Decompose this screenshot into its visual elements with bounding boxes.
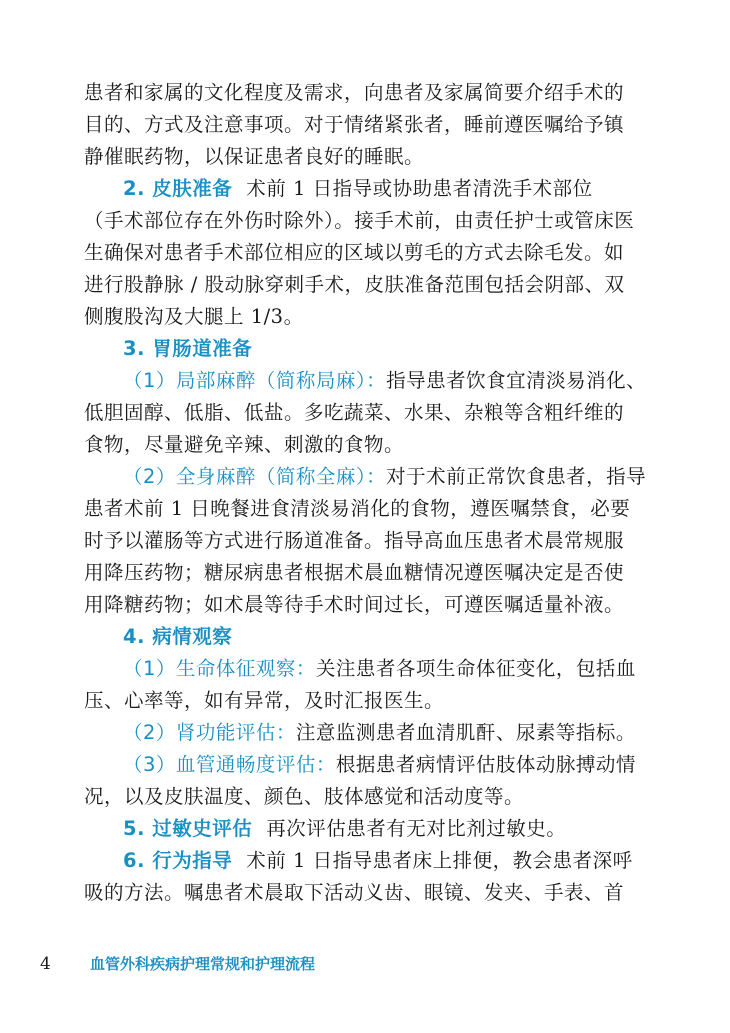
paragraph-line: 目的、方式及注意事项。对于情绪紧张者，睡前遵医嘱给予镇 bbox=[84, 113, 625, 136]
subsection-text: 关注患者各项生命体征变化，包括血 bbox=[315, 657, 636, 680]
section-text: 术前 1 日指导患者床上排便，教会患者深呼 bbox=[246, 849, 633, 872]
section-heading-gi-prep: 3. 胃肠道准备 bbox=[123, 337, 253, 360]
subsection-label: （2）全身麻醉（简称全麻）： bbox=[123, 465, 387, 488]
subsection-renal-function bbox=[123, 718, 644, 748]
section-text: 再次评估患者有无对比剂过敏史。 bbox=[266, 817, 567, 840]
subsection-local-anesthesia bbox=[123, 366, 647, 396]
subsection-label: （1）生命体征观察： bbox=[123, 657, 316, 680]
section-2-line bbox=[123, 174, 644, 204]
subsection-label: （2）肾功能评估： bbox=[123, 721, 296, 744]
paragraph-line: 患者术前 1 日晚餐进食清淡易消化的食物，遵医嘱禁食，必要 bbox=[84, 497, 631, 520]
section-heading-skin-prep: 2. 皮肤准备 bbox=[123, 177, 233, 200]
section-6-line bbox=[123, 846, 644, 876]
paragraph-line: 生确保对患者手术部位相应的区域以剪毛的方式去除毛发。如 bbox=[84, 241, 625, 264]
paragraph-line: 侧腹股沟及大腿上 1/3。 bbox=[84, 305, 304, 328]
running-footer-title: 血管外科疾病护理常规和护理流程 bbox=[90, 955, 316, 973]
paragraph-line: 食物，尽量避免辛辣、刺激的食物。 bbox=[84, 433, 405, 456]
paragraph-line: 静催眠药物，以保证患者良好的睡眠。 bbox=[84, 145, 425, 168]
paragraph-line: 低胆固醇、低脂、低盐。多吃蔬菜、水果、杂粮等含粗纤维的 bbox=[84, 401, 625, 424]
subsection-general-anesthesia bbox=[123, 462, 647, 492]
paragraph-line: 况，以及皮肤温度、颜色、肢体感觉和活动度等。 bbox=[84, 785, 525, 808]
paragraph-line: 吸的方法。嘱患者术晨取下活动义齿、眼镜、发夹、手表、首 bbox=[84, 881, 625, 904]
paragraph-line: 进行股静脉 / 股动脉穿刺手术，皮肤准备范围包括会阴部、双 bbox=[84, 273, 625, 296]
section-5-line bbox=[123, 814, 644, 844]
page-number: 4 bbox=[40, 954, 51, 974]
paragraph-line: 时予以灌肠等方式进行肠道准备。指导高血压患者术晨常规服 bbox=[84, 529, 625, 552]
subsection-label: （3）血管通畅度评估： bbox=[123, 753, 336, 776]
subsection-vascular-patency bbox=[123, 750, 644, 780]
paragraph-line: 压、心率等，如有异常，及时汇报医生。 bbox=[84, 689, 445, 712]
paragraph-line: 患者和家属的文化程度及需求，向患者及家属简要介绍手术的 bbox=[84, 81, 625, 104]
subsection-text: 注意监测患者血清肌酐、尿素等指标。 bbox=[295, 721, 636, 744]
subsection-text: 对于术前正常饮食患者，指导 bbox=[386, 465, 647, 488]
section-text: 术前 1 日指导或协助患者清洗手术部位 bbox=[246, 177, 593, 200]
subsection-text: 根据患者病情评估肢体动脉搏动情 bbox=[335, 753, 636, 776]
subsection-text: 指导患者饮食宜清淡易消化、 bbox=[386, 369, 647, 392]
section-heading-observation: 4. 病情观察 bbox=[123, 625, 233, 648]
subsection-vital-signs bbox=[123, 654, 644, 684]
paragraph-line: 用降糖药物；如术晨等待手术时间过长，可遵医嘱适量补液。 bbox=[84, 593, 625, 616]
section-heading-behavior: 6. 行为指导 bbox=[123, 849, 233, 872]
section-heading-allergy: 5. 过敏史评估 bbox=[123, 817, 253, 840]
paragraph-line: 用降压药物；糖尿病患者根据术晨血糖情况遵医嘱决定是否使 bbox=[84, 561, 625, 584]
paragraph-line: （手术部位存在外伤时除外）。接手术前，由责任护士或管床医 bbox=[84, 209, 635, 232]
subsection-label: （1）局部麻醉（简称局麻）： bbox=[123, 369, 387, 392]
